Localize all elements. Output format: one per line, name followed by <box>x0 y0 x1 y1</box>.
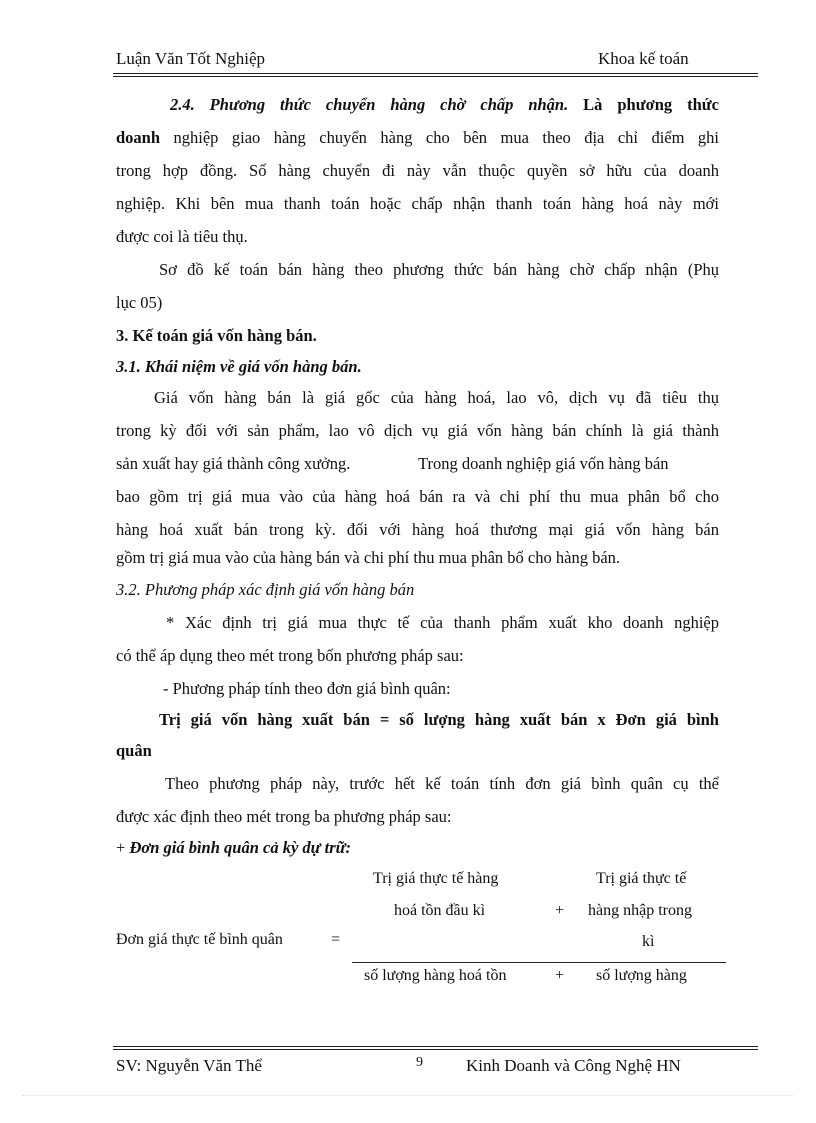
fraction-num-left-1: Trị giá thực tế hàng <box>373 870 499 887</box>
header-left: Luận Văn Tốt Nghiệp <box>116 49 266 68</box>
fraction-num-left-2: hoá tồn đầu kì <box>394 902 486 919</box>
formula-tri-gia-line-1: Trị giá vốn hàng xuất bán = số lượng hàng xuất bán x Đơn giá bình <box>159 710 719 729</box>
footer-rule-top <box>113 1046 758 1047</box>
footer-student: SV: Nguyễn Văn Thể <box>116 1056 262 1075</box>
heading-2-4: 2.4. Phương thức chuyển hàng chờ chấp nhận. <box>170 95 569 114</box>
fraction-den-left: số lượng hàng hoá tồn <box>364 967 507 984</box>
para-gia-von-line-4: bao gồm trị giá mua vào của hàng hoá bán ra và chi phí thu mua phân bổ cho <box>116 487 719 506</box>
fraction-lhs: Đơn giá thực tế bình quân <box>116 931 283 948</box>
formula-tri-gia-line-2: quân <box>116 741 152 760</box>
fraction-num-right-2: hàng nhập trong <box>588 902 692 919</box>
para-gia-von-line-3a: sản xuất hay giá thành công xưởng. <box>116 454 351 473</box>
heading-don-gia-prefix: + <box>116 838 130 857</box>
para-gia-von-line-3 <box>116 453 719 475</box>
heading-don-gia-ca-ky <box>116 837 719 859</box>
heading-3: 3. Kế toán giá vốn hàng bán. <box>116 326 317 345</box>
para-2-4-line-3: trong hợp đồng. Số hàng chuyển đi này vẫn thuộc quyền sở hữu của doanh <box>116 161 719 180</box>
heading-3-2: 3.2. Phương pháp xác định giá vốn hàng bán <box>116 580 415 599</box>
fraction-equals: = <box>331 931 341 948</box>
para-gia-von-line-2: trong kỳ đối với sản phẩm, lao vô dịch vụ giá vốn hàng bán chính là giá thành <box>116 421 719 440</box>
para-gia-von-line-5: hàng hoá xuất bán trong kỳ. đối với hàng hoá thương mại giá vốn hàng bán <box>116 520 719 539</box>
footer-rule-bottom <box>113 1049 758 1050</box>
fraction-num-right-1: Trị giá thực tế <box>596 870 687 887</box>
para-xac-dinh-line-2: có thể áp dụng theo mét trong bốn phương pháp sau: <box>116 646 464 665</box>
header-rule-top <box>113 73 758 74</box>
fraction-den-plus: + <box>555 967 565 984</box>
footer-faculty: Kinh Doanh và Công Nghệ HN <box>466 1056 681 1075</box>
page-edge-dots <box>22 1095 794 1096</box>
fraction-den-right: số lượng hàng <box>596 967 687 984</box>
fraction-num-plus: + <box>555 902 565 919</box>
header-right: Khoa kế toán <box>598 49 689 68</box>
heading-3-1: 3.1. Khái niệm về giá vốn hàng bán. <box>116 357 362 376</box>
fraction-num-right-3: kì <box>642 933 655 950</box>
para-theo-pp-line-2: được xác định theo mét trong ba phương pháp sau: <box>116 807 452 826</box>
para-2-4-line-2 <box>116 127 719 149</box>
para-gia-von-line-6: gồm trị giá mua vào của hàng bán và chi phí thu mua phân bổ cho hàng bán. <box>116 548 621 567</box>
heading-don-gia-text: Đơn giá bình quân cả kỳ dự trữ: <box>129 838 352 857</box>
header-rule-bottom <box>113 76 758 77</box>
para-xac-dinh-line-1: * Xác định trị giá mua thực tế của thanh phẩm xuất kho doanh nghiệp <box>166 613 719 632</box>
para-xac-dinh-line-3: - Phương pháp tính theo đơn giá bình quân: <box>163 679 451 698</box>
para-gia-von-line-1: Giá vốn hàng bán là giá gốc của hàng hoá, lao vô, dịch vụ đã tiêu thụ <box>154 388 719 407</box>
fraction-bar <box>352 962 726 963</box>
para-2-4-line-5: được coi là tiêu thụ. <box>116 227 248 246</box>
para-theo-pp-line-1: Theo phương pháp này, trước hết kế toán tính đơn giá bình quân cụ thể <box>165 774 719 793</box>
para-gia-von-line-3b: Trong doanh nghiệp giá vốn hàng bán <box>418 454 669 473</box>
para-2-4-line-2-text: nghiệp giao hàng chuyển hàng cho bên mua theo địa chỉ điểm ghi <box>173 128 720 147</box>
para-2-4-bold-word: doanh <box>116 128 161 147</box>
para-so-do-line-1: Sơ đồ kế toán bán hàng theo phương thức bán hàng chờ chấp nhận (Phụ <box>159 260 719 279</box>
para-so-do-line-2: lục 05) <box>116 293 163 312</box>
para-2-4-line-4: nghiệp. Khi bên mua thanh toán hoặc chấp nhận thanh toán hàng hoá này mới <box>116 194 719 213</box>
para-2-4-lead-tail: Là phương thức <box>583 95 719 114</box>
para-2-4-line-1 <box>116 94 719 116</box>
footer-page-number: 9 <box>416 1055 423 1070</box>
